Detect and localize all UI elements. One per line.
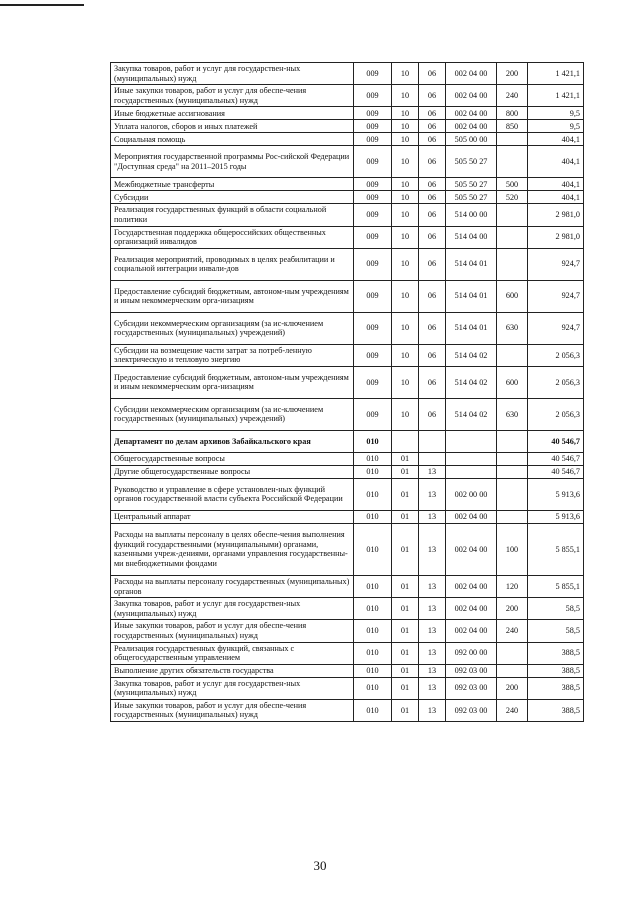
amount: 388,5: [528, 642, 584, 664]
section-code: 10: [392, 312, 419, 344]
subsection-code: 06: [419, 280, 446, 312]
table-row: [111, 465, 584, 478]
amount: 2 056,3: [528, 366, 584, 398]
ministry-code: 009: [354, 107, 392, 120]
target-article-code: 002 04 00: [446, 107, 497, 120]
table-row: [111, 191, 584, 204]
row-name: Иные закупки товаров, работ и услуг для обеспе-чения государственных (муниципальных) нужд: [111, 620, 354, 642]
amount: 2 056,3: [528, 398, 584, 430]
row-name: Другие общегосударственные вопросы: [111, 465, 354, 478]
target-article-code: 514 04 02: [446, 366, 497, 398]
table-row: [111, 523, 584, 575]
expense-type-code: [497, 344, 528, 366]
row-name: Закупка товаров, работ и услуг для государствен-ных (муниципальных) нужд: [111, 677, 354, 699]
subsection-code: 06: [419, 248, 446, 280]
expense-type-code: [497, 133, 528, 146]
subsection-code: 06: [419, 226, 446, 248]
expense-type-code: 200: [497, 677, 528, 699]
target-article-code: 002 04 00: [446, 575, 497, 597]
expense-type-code: [497, 452, 528, 465]
section-code: [392, 430, 419, 452]
row-name: Центральный аппарат: [111, 510, 354, 523]
table-row: [111, 398, 584, 430]
amount: 58,5: [528, 620, 584, 642]
amount: 5 913,6: [528, 478, 584, 510]
row-name: Иные бюджетные ассигнования: [111, 107, 354, 120]
row-name: Уплата налогов, сборов и иных платежей: [111, 120, 354, 133]
table-row: [111, 344, 584, 366]
target-article-code: 505 50 27: [446, 178, 497, 191]
subsection-code: 13: [419, 664, 446, 677]
expense-type-code: 200: [497, 598, 528, 620]
target-article-code: [446, 452, 497, 465]
expense-type-code: [497, 478, 528, 510]
expense-type-code: 240: [497, 620, 528, 642]
expense-type-code: 240: [497, 85, 528, 107]
amount: 2 056,3: [528, 344, 584, 366]
table-row: [111, 510, 584, 523]
expense-type-code: [497, 248, 528, 280]
ministry-code: 010: [354, 523, 392, 575]
expense-type-code: 200: [497, 63, 528, 85]
row-name: Выполнение других обязательств государства: [111, 664, 354, 677]
budget-table-body: [111, 63, 584, 722]
subsection-code: 13: [419, 523, 446, 575]
table-row: [111, 85, 584, 107]
section-code: 01: [392, 452, 419, 465]
table-row: [111, 575, 584, 597]
ministry-code: 010: [354, 478, 392, 510]
ministry-code: 009: [354, 63, 392, 85]
amount: 924,7: [528, 280, 584, 312]
amount: 404,1: [528, 178, 584, 191]
amount: 9,5: [528, 107, 584, 120]
section-code: 10: [392, 107, 419, 120]
subsection-code: 06: [419, 344, 446, 366]
table-row: [111, 452, 584, 465]
subsection-code: [419, 430, 446, 452]
target-article-code: 514 04 02: [446, 344, 497, 366]
subsection-code: 13: [419, 699, 446, 721]
row-name: Предоставление субсидий бюджетным, автоном-ным учреждениям и иным некоммерческим орга-низациям: [111, 280, 354, 312]
ministry-code: 010: [354, 620, 392, 642]
target-article-code: 092 03 00: [446, 699, 497, 721]
amount: 2 981,0: [528, 226, 584, 248]
target-article-code: [446, 465, 497, 478]
target-article-code: 505 00 00: [446, 133, 497, 146]
subsection-code: 13: [419, 510, 446, 523]
subsection-code: 06: [419, 85, 446, 107]
table-row: [111, 677, 584, 699]
header-rule: [0, 4, 84, 6]
subsection-code: 13: [419, 465, 446, 478]
subsection-code: 13: [419, 642, 446, 664]
ministry-code: 009: [354, 191, 392, 204]
section-code: 10: [392, 85, 419, 107]
table-row: [111, 120, 584, 133]
subsection-code: 06: [419, 63, 446, 85]
row-name: Субсидии некоммерческим организациям (за ис-ключением государственных (муниципальных) учреждений): [111, 398, 354, 430]
ministry-code: 010: [354, 575, 392, 597]
subsection-code: 13: [419, 598, 446, 620]
target-article-code: 002 04 00: [446, 63, 497, 85]
expense-type-code: [497, 226, 528, 248]
amount: 5 913,6: [528, 510, 584, 523]
ministry-code: 009: [354, 204, 392, 226]
section-code: 10: [392, 398, 419, 430]
section-code: 10: [392, 120, 419, 133]
target-article-code: 002 04 00: [446, 85, 497, 107]
section-code: 10: [392, 204, 419, 226]
target-article-code: 002 04 00: [446, 120, 497, 133]
section-code: 01: [392, 465, 419, 478]
target-article-code: 092 03 00: [446, 677, 497, 699]
target-article-code: [446, 430, 497, 452]
section-code: 10: [392, 248, 419, 280]
row-name: Реализация государственных функций, связанных с общегосударственным управлением: [111, 642, 354, 664]
ministry-code: 010: [354, 699, 392, 721]
row-name: Общегосударственные вопросы: [111, 452, 354, 465]
ministry-code: 009: [354, 366, 392, 398]
ministry-code: 010: [354, 430, 392, 452]
section-code: 10: [392, 344, 419, 366]
row-name: Субсидии: [111, 191, 354, 204]
subsection-code: 06: [419, 366, 446, 398]
row-name: Руководство и управление в сфере установлен-ных функций органов государственной власти субъекта Российской Федерации: [111, 478, 354, 510]
ministry-code: 009: [354, 280, 392, 312]
table-row: [111, 204, 584, 226]
section-code: 01: [392, 478, 419, 510]
row-name: Департамент по делам архивов Забайкальского края: [111, 430, 354, 452]
ministry-code: 010: [354, 677, 392, 699]
table-row: [111, 598, 584, 620]
table-row: [111, 620, 584, 642]
row-name: Реализация государственных функций в области социальной политики: [111, 204, 354, 226]
target-article-code: 505 50 27: [446, 146, 497, 178]
amount: 388,5: [528, 677, 584, 699]
section-code: 01: [392, 620, 419, 642]
table-row: [111, 664, 584, 677]
subsection-code: 06: [419, 191, 446, 204]
amount: 388,5: [528, 664, 584, 677]
section-code: 10: [392, 226, 419, 248]
ministry-code: 009: [354, 178, 392, 191]
row-name: Государственная поддержка общероссийских общественных организаций инвалидов: [111, 226, 354, 248]
expense-type-code: 520: [497, 191, 528, 204]
ministry-code: 010: [354, 465, 392, 478]
amount: 58,5: [528, 598, 584, 620]
ministry-code: 009: [354, 133, 392, 146]
amount: 924,7: [528, 312, 584, 344]
expense-type-code: 100: [497, 523, 528, 575]
amount: 404,1: [528, 133, 584, 146]
expense-type-code: 630: [497, 398, 528, 430]
table-row: [111, 133, 584, 146]
table-row: [111, 366, 584, 398]
expense-type-code: [497, 204, 528, 226]
table-row: [111, 226, 584, 248]
target-article-code: 092 03 00: [446, 664, 497, 677]
row-name: Расходы на выплаты персоналу в целях обеспе-чения выполнения функций государственными (муниципальными) органами, казенными учреж-дениями, органами управления государственны-ми внебюджетными фондами: [111, 523, 354, 575]
expense-type-code: [497, 465, 528, 478]
target-article-code: 002 04 00: [446, 510, 497, 523]
subsection-code: 06: [419, 312, 446, 344]
ministry-code: 009: [354, 226, 392, 248]
ministry-code: 009: [354, 120, 392, 133]
ministry-code: 010: [354, 598, 392, 620]
row-name: Иные закупки товаров, работ и услуг для обеспе-чения государственных (муниципальных) нужд: [111, 699, 354, 721]
amount: 404,1: [528, 146, 584, 178]
section-code: 10: [392, 133, 419, 146]
table-row: [111, 642, 584, 664]
expense-type-code: [497, 664, 528, 677]
amount: 924,7: [528, 248, 584, 280]
section-code: 10: [392, 191, 419, 204]
row-name: Закупка товаров, работ и услуг для государствен-ных (муниципальных) нужд: [111, 598, 354, 620]
expense-type-code: 500: [497, 178, 528, 191]
expense-type-code: 600: [497, 366, 528, 398]
subsection-code: 13: [419, 620, 446, 642]
expense-type-code: 630: [497, 312, 528, 344]
target-article-code: 514 04 01: [446, 280, 497, 312]
section-code: 10: [392, 178, 419, 191]
subsection-code: 06: [419, 133, 446, 146]
ministry-code: 009: [354, 344, 392, 366]
subsection-code: 06: [419, 204, 446, 226]
subsection-code: 06: [419, 178, 446, 191]
table-row: [111, 312, 584, 344]
section-code: 10: [392, 63, 419, 85]
section-code: 10: [392, 280, 419, 312]
section-code: 01: [392, 664, 419, 677]
subsection-code: 06: [419, 107, 446, 120]
ministry-code: 010: [354, 664, 392, 677]
expense-type-code: [497, 510, 528, 523]
ministry-code: 009: [354, 85, 392, 107]
subsection-code: 06: [419, 146, 446, 178]
amount: 9,5: [528, 120, 584, 133]
section-code: 01: [392, 523, 419, 575]
target-article-code: 514 04 00: [446, 226, 497, 248]
section-code: 01: [392, 699, 419, 721]
ministry-code: 009: [354, 146, 392, 178]
amount: 1 421,1: [528, 85, 584, 107]
table-row: [111, 146, 584, 178]
section-code: 01: [392, 510, 419, 523]
expense-type-code: [497, 430, 528, 452]
ministry-code: 009: [354, 398, 392, 430]
expense-type-code: 600: [497, 280, 528, 312]
table-row: [111, 699, 584, 721]
row-name: Реализация мероприятий, проводимых в целях реабилитации и социальной интеграции инвали-дов: [111, 248, 354, 280]
subsection-code: 06: [419, 398, 446, 430]
target-article-code: 514 04 01: [446, 312, 497, 344]
target-article-code: 514 00 00: [446, 204, 497, 226]
table-row: [111, 280, 584, 312]
ministry-code: 010: [354, 452, 392, 465]
expense-type-code: 120: [497, 575, 528, 597]
target-article-code: 002 00 00: [446, 478, 497, 510]
target-article-code: 514 04 01: [446, 248, 497, 280]
table-row: [111, 107, 584, 120]
expense-type-code: 800: [497, 107, 528, 120]
section-code: 01: [392, 598, 419, 620]
target-article-code: 092 00 00: [446, 642, 497, 664]
row-name: Закупка товаров, работ и услуг для государствен-ных (муниципальных) нужд: [111, 63, 354, 85]
target-article-code: 505 50 27: [446, 191, 497, 204]
amount: 404,1: [528, 191, 584, 204]
subsection-code: 13: [419, 478, 446, 510]
amount: 388,5: [528, 699, 584, 721]
amount: 5 855,1: [528, 523, 584, 575]
row-name: Межбюджетные трансферты: [111, 178, 354, 191]
table-row: [111, 478, 584, 510]
subsection-code: [419, 452, 446, 465]
row-name: Расходы на выплаты персоналу государственных (муниципальных) органов: [111, 575, 354, 597]
section-code: 01: [392, 575, 419, 597]
section-code: 10: [392, 146, 419, 178]
table-row: [111, 63, 584, 85]
amount: 2 981,0: [528, 204, 584, 226]
ministry-code: 009: [354, 312, 392, 344]
amount: 40 546,7: [528, 452, 584, 465]
subsection-code: 13: [419, 575, 446, 597]
target-article-code: 514 04 02: [446, 398, 497, 430]
subsection-code: 06: [419, 120, 446, 133]
expense-type-code: 240: [497, 699, 528, 721]
subsection-code: 13: [419, 677, 446, 699]
row-name: Иные закупки товаров, работ и услуг для обеспе-чения государственных (муниципальных) нужд: [111, 85, 354, 107]
ministry-code: 009: [354, 248, 392, 280]
expense-type-code: [497, 642, 528, 664]
amount: 1 421,1: [528, 63, 584, 85]
target-article-code: 002 04 00: [446, 598, 497, 620]
expense-type-code: [497, 146, 528, 178]
amount: 5 855,1: [528, 575, 584, 597]
row-name: Субсидии некоммерческим организациям (за ис-ключением государственных (муниципальных) учреждений): [111, 312, 354, 344]
table-row: [111, 430, 584, 452]
row-name: Социальная помощь: [111, 133, 354, 146]
amount: 40 546,7: [528, 465, 584, 478]
ministry-code: 010: [354, 510, 392, 523]
table-row: [111, 248, 584, 280]
target-article-code: 002 04 00: [446, 523, 497, 575]
expense-type-code: 850: [497, 120, 528, 133]
section-code: 01: [392, 642, 419, 664]
table-row: [111, 178, 584, 191]
section-code: 01: [392, 677, 419, 699]
ministry-code: 010: [354, 642, 392, 664]
row-name: Мероприятия государственной программы Рос-сийской Федерации "Доступная среда" на 2011–2015 годы: [111, 146, 354, 178]
page-number: 30: [313, 858, 327, 873]
section-code: 10: [392, 366, 419, 398]
budget-table: [110, 62, 584, 722]
row-name: Субсидии на возмещение части затрат за потреб-ленную электрическую и тепловую энергию: [111, 344, 354, 366]
row-name: Предоставление субсидий бюджетным, автоном-ным учреждениям и иным некоммерческим орга-низациям: [111, 366, 354, 398]
amount: 40 546,7: [528, 430, 584, 452]
target-article-code: 002 04 00: [446, 620, 497, 642]
